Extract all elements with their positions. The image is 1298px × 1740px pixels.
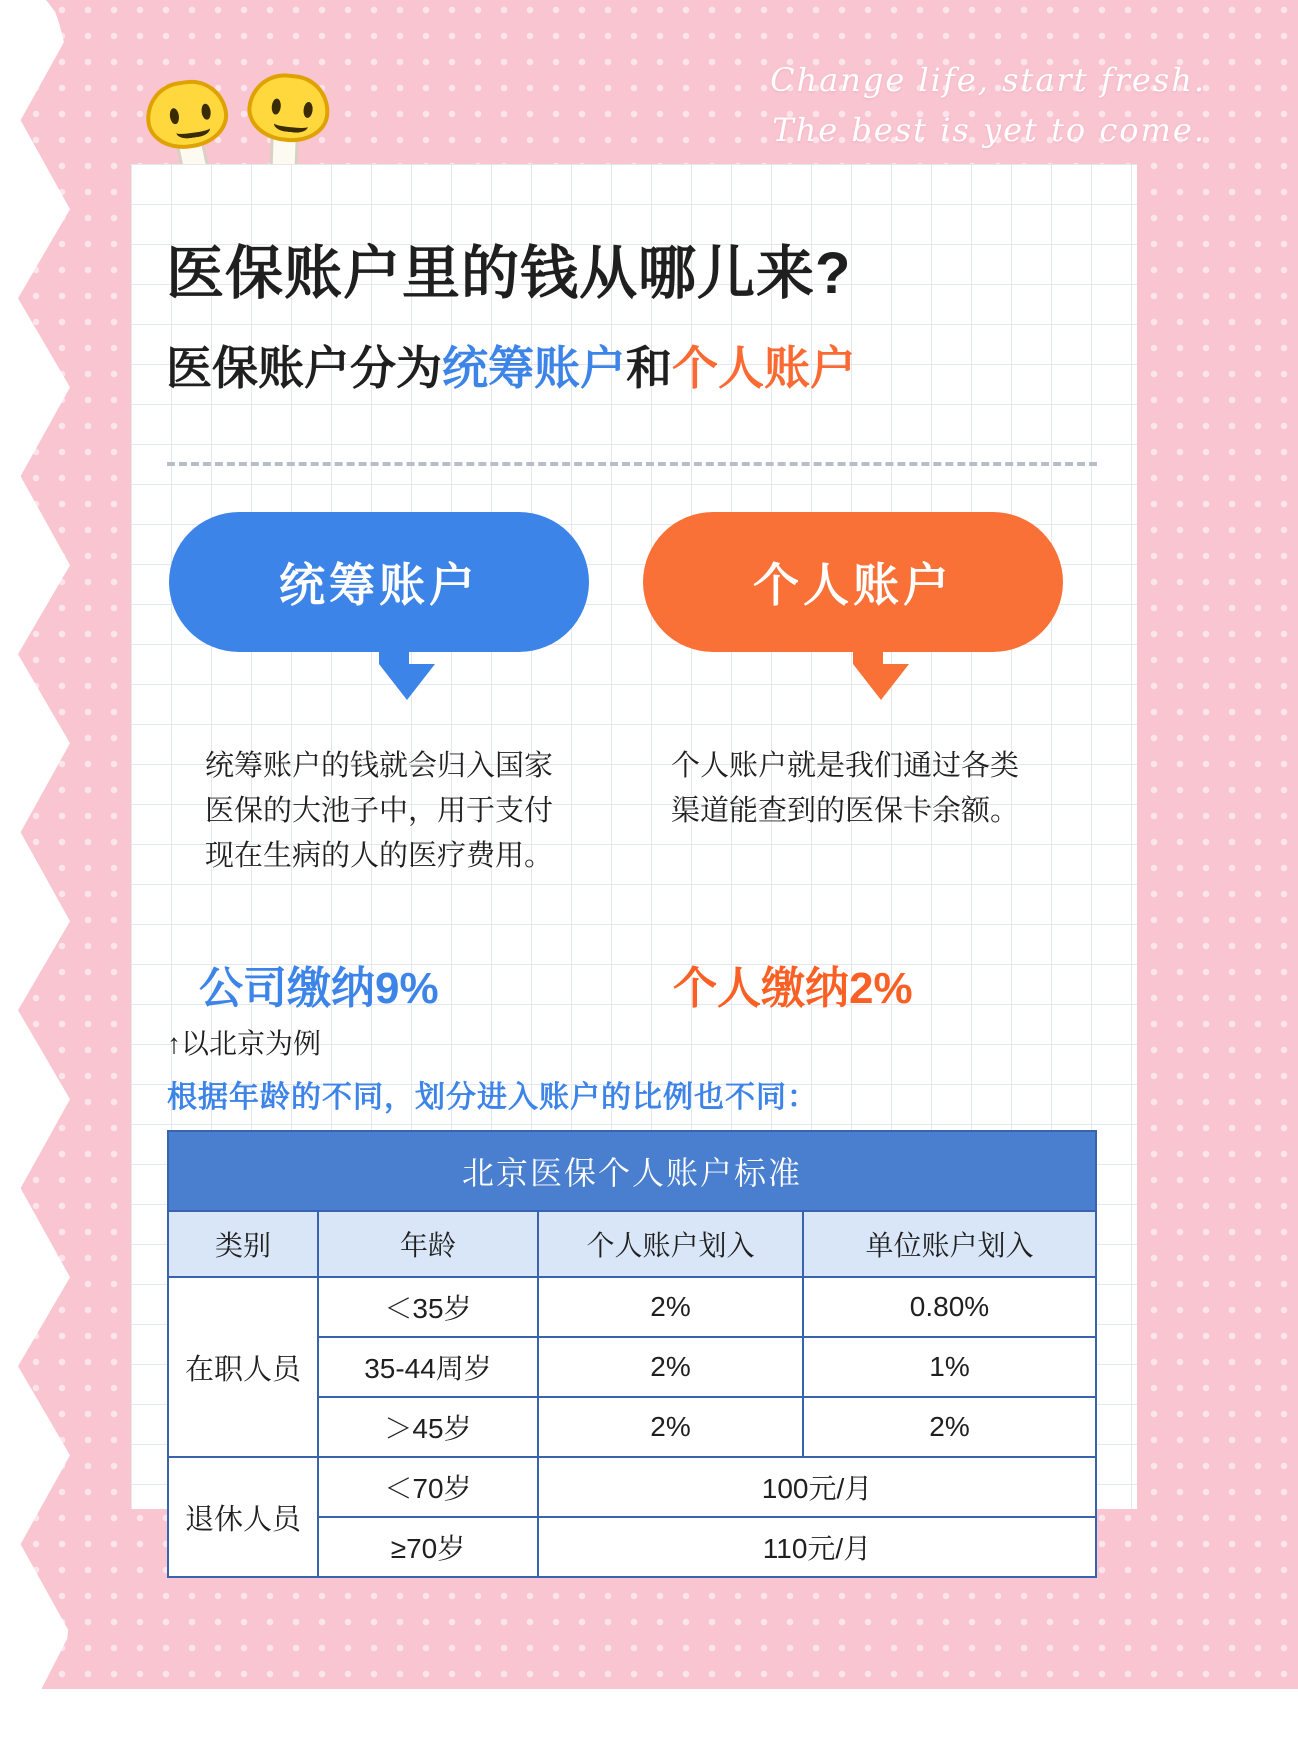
arrow-stem <box>379 644 409 664</box>
table-header-personal: 个人账户划入 <box>538 1211 803 1277</box>
subtitle-prefix: 医保账户分为 <box>166 342 442 394</box>
personal-account-label: 个人账户 <box>753 559 953 611</box>
table-title: 北京医保个人账户标准 <box>168 1131 1096 1211</box>
smiley-face-icon <box>141 75 232 154</box>
column-pooled-account <box>169 512 589 1013</box>
arrow-tip <box>853 664 909 700</box>
table-cell-merged-amount: 110元/月 <box>538 1517 1096 1577</box>
page-subtitle <box>166 332 856 398</box>
subtitle-personal-account: 个人账户 <box>672 342 856 394</box>
table-cell-age: ＜35岁 <box>318 1277 538 1337</box>
smiley-face-icon <box>244 70 333 146</box>
table-cell-personal: 2% <box>538 1277 803 1337</box>
table-title-row <box>168 1131 1096 1211</box>
smiley-icon <box>241 70 337 178</box>
personal-account-rate: 个人缴纳2% <box>673 964 913 1013</box>
pooled-account-pill <box>169 512 589 652</box>
table-row <box>168 1457 1096 1517</box>
table-row <box>168 1277 1096 1337</box>
pooled-account-rate: 公司缴纳9% <box>199 964 439 1013</box>
smiley-mouth-icon <box>175 117 211 140</box>
page-title: 医保账户里的钱从哪儿来? <box>166 241 852 306</box>
table-cell-category: 退休人员 <box>168 1457 318 1577</box>
note-rule: 根据年龄的不同，划分进入账户的比例也不同： <box>167 1081 818 1114</box>
table-cell-unit: 1% <box>803 1337 1096 1397</box>
table-header-unit: 单位账户划入 <box>803 1211 1096 1277</box>
script-line-2: The best is yet to come. <box>772 110 1206 149</box>
pooled-account-description: 统筹账户的钱就会归入国家医保的大池子中，用于支付现在生病的人的医疗费用。 <box>205 750 554 872</box>
table-cell-category: 在职人员 <box>168 1277 318 1457</box>
content-card <box>131 164 1137 1564</box>
smiley-sticker-group <box>148 74 368 174</box>
decorative-script-text <box>770 56 1206 155</box>
arrow-tip <box>379 664 435 700</box>
subtitle-pooled-account: 统筹账户 <box>442 342 626 394</box>
note-example: ↑以北京为例 <box>167 1028 322 1059</box>
script-line-1: Change life, start fresh. <box>770 61 1206 99</box>
smiley-mouth-icon <box>273 112 309 133</box>
table-cell-age: ＞45岁 <box>318 1397 538 1457</box>
table-header-row <box>168 1211 1096 1277</box>
table-cell-merged-amount: 100元/月 <box>538 1457 1096 1517</box>
table-cell-personal: 2% <box>538 1397 803 1457</box>
table-cell-unit: 2% <box>803 1397 1096 1457</box>
subtitle-conjunction: 和 <box>626 342 672 394</box>
table-cell-age: 35-44周岁 <box>318 1337 538 1397</box>
personal-account-pill <box>643 512 1063 652</box>
pooled-account-label: 统筹账户 <box>279 559 479 611</box>
personal-account-standard-table <box>167 1130 1097 1578</box>
personal-account-description: 个人账户就是我们通过各类渠道能查到的医保卡余额。 <box>671 750 1020 827</box>
table-cell-personal: 2% <box>538 1337 803 1397</box>
table-header-category: 类别 <box>168 1211 318 1277</box>
arrow-stem <box>853 644 883 664</box>
table-header-age: 年龄 <box>318 1211 538 1277</box>
table-cell-age: ＜70岁 <box>318 1457 538 1517</box>
table-cell-age: ≥70岁 <box>318 1517 538 1577</box>
column-personal-account <box>643 512 1063 1013</box>
dashed-divider <box>167 462 1097 466</box>
table-cell-unit: 0.80% <box>803 1277 1096 1337</box>
